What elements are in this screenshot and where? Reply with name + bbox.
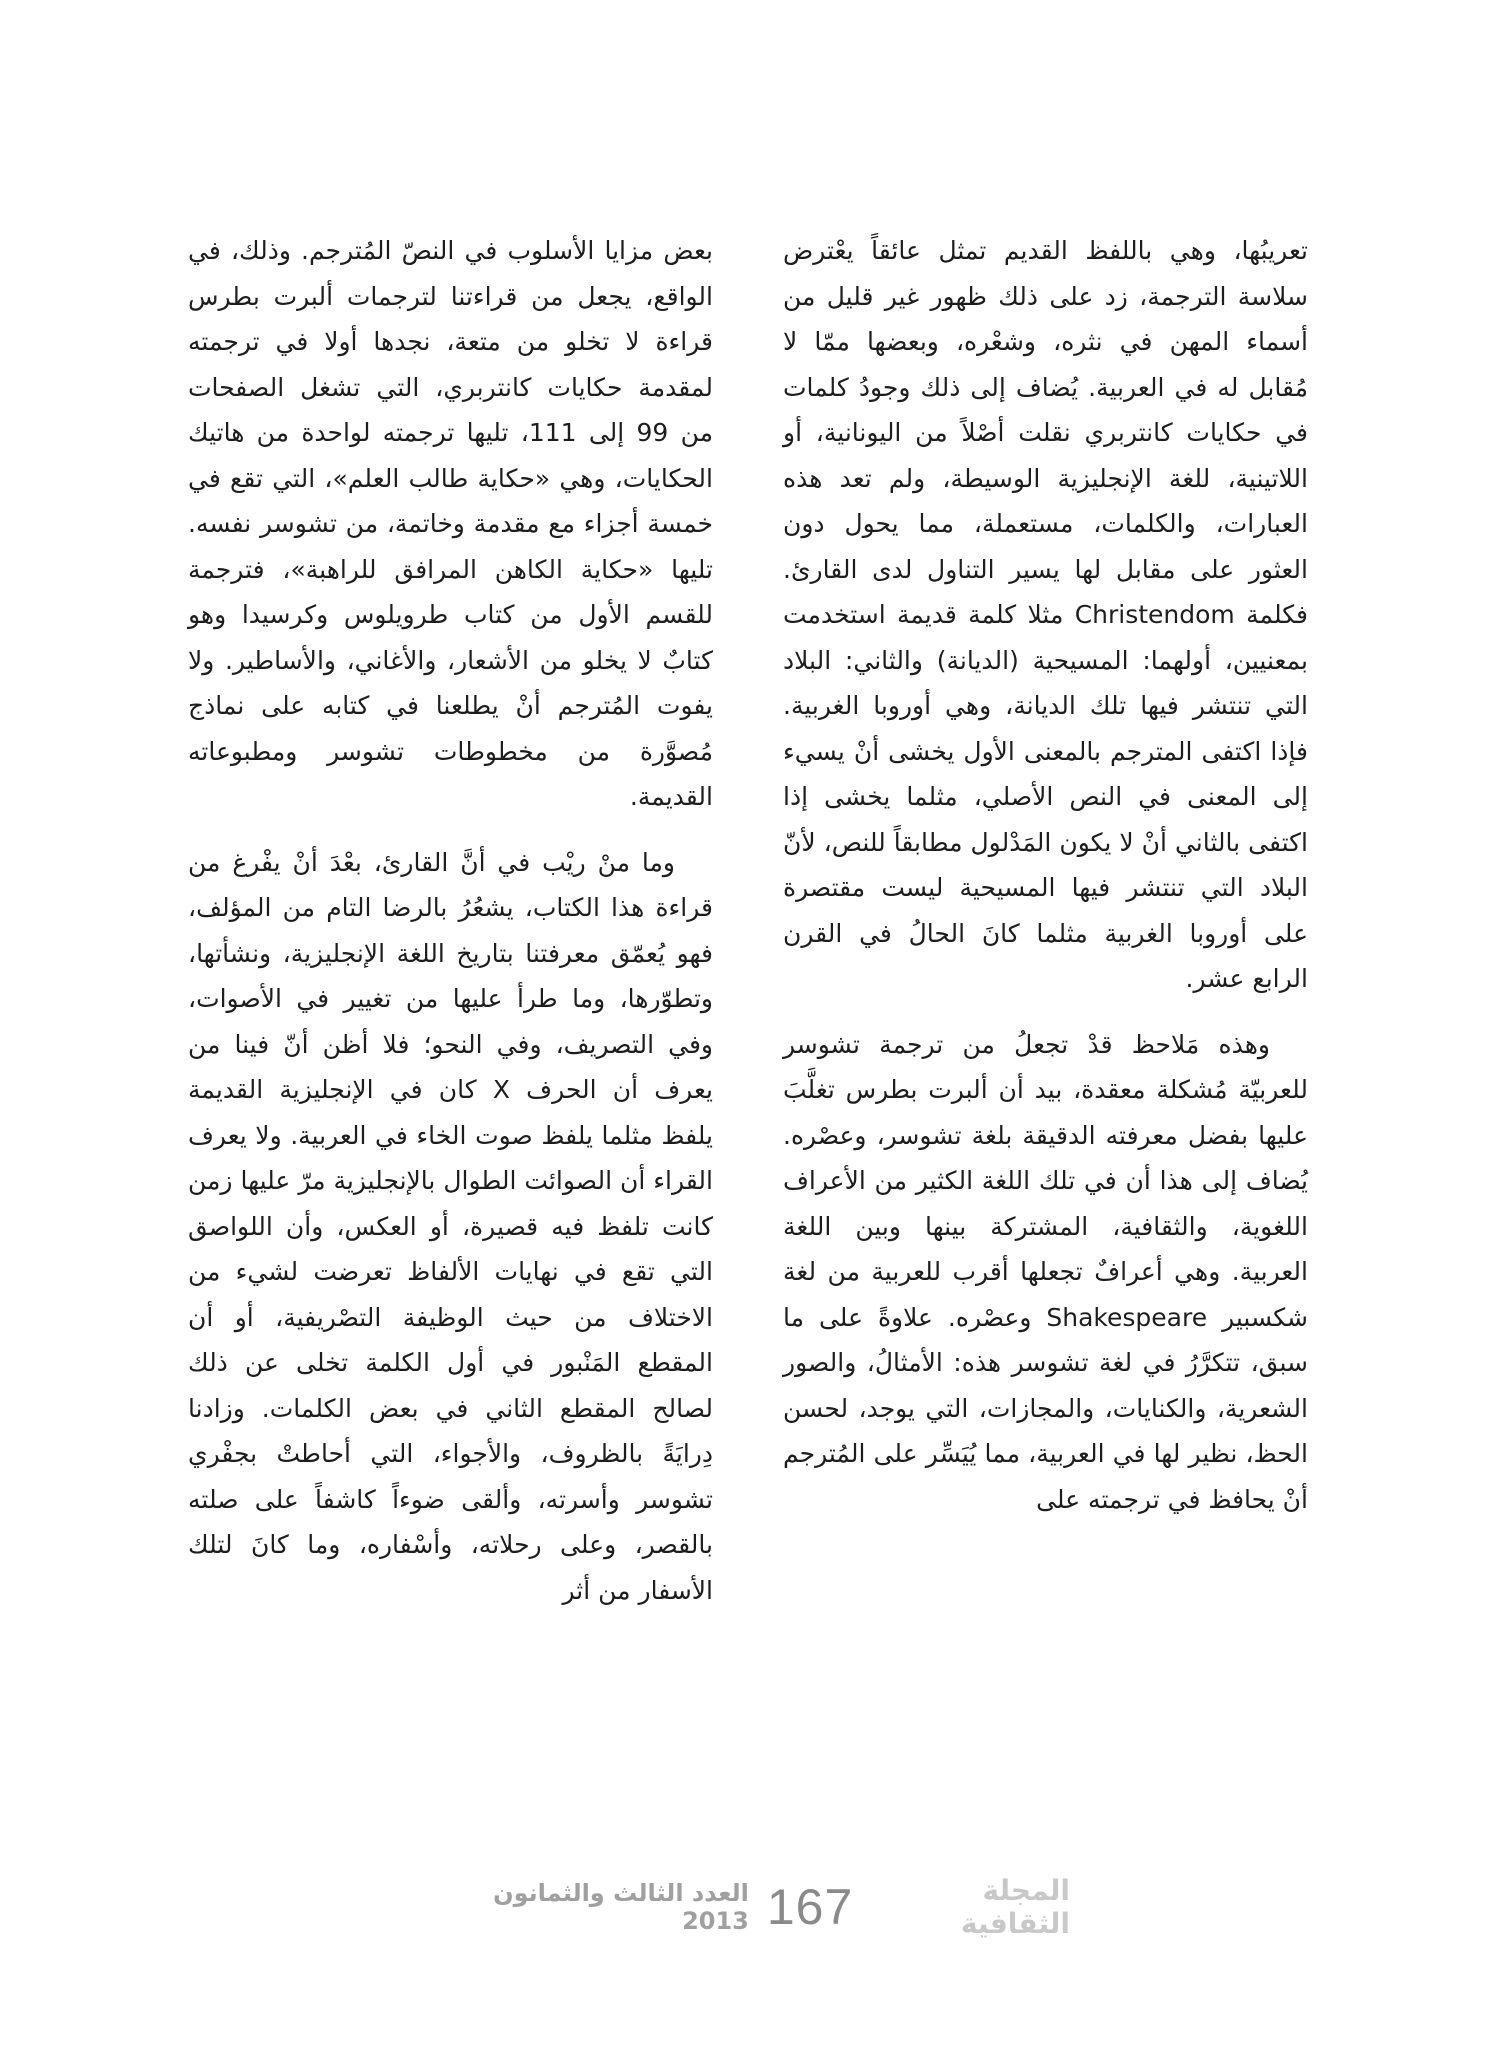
- text-column-left: [188, 228, 713, 1633]
- magazine-name: المجلة الثقافية: [961, 1874, 1070, 1940]
- paragraph: وهذه مَلاحظ قدْ تجعلُ من ترجمة تشوسر للعربيّة مُشكلة معقدة، بيد أن ألبرت بطرس تغلَّبَ عليها بفضل معرفته الدقيقة بلغة تشوسر، وعصْره. يُضاف إلى هذا أن في تلك اللغة الكثير من الأعراف اللغوية، والثقافية، المشتركة بينها وبين اللغة العربية. وهي أعرافٌ تجعلها أقرب للعربية من لغة شكسبير Shakespeare وعصْره. علاوةً على ما سبق، تتكرَّرُ في لغة تشوسر هذه: الأمثالُ، والصور الشعرية، والكنايات، والمجازات، التي يوجد، لحسن الحظ، نظير لها في العربية، مما يُيَسِّر على المُترجم أنْ يحافظ في ترجمته على: [783, 1029, 1309, 1514]
- paragraph: وما منْ ريْب في أنَّ القارئ، بعْدَ أنْ يفْرغ من قراءة هذا الكتاب، يشعُرُ بالرضا التام من المؤلف، فهو يُعمّق معرفتنا بتاريخ اللغة الإنجليزية، ونشأتها، وتطوّرها، وما طرأ عليها من تغيير في الأصوات، وفي التصريف، وفي النحو؛ فلا أظن أنّ فينا من يعرف أن الحرف X كان في الإنجليزية القديمة يلفظ مثلما يلفظ صوت الخاء في العربية. ولا يعرف القراء أن الصوائت الطوال بالإنجليزية مرّ عليها زمن كانت تلفظ فيه قصيرة، أو العكس، وأن اللواصق التي تقع في نهايات الألفاظ تعرضت لشيء من الاختلاف من حيث الوظيفة التصْريفية، أو أن المقطع المَنْبور في أول الكلمة تخلى عن ذلك لصالح المقطع الثاني في بعض الكلمات. وزادنا دِرايَةً بالظروف، والأجواء، التي أحاطتْ بجفْري تشوسر وأسرته، وألقى ضوءاً كاشفاً على صلته بالقصر، وعلى رحلاته، وأسْفاره، وما كانَ لتلك الأسفار من أثر: [188, 847, 713, 1605]
- paragraph: بعض مزايا الأسلوب في النصّ المُترجم. وذلك، في الواقع، يجعل من قراءتنا لترجمات ألبرت بطرس قراءة لا تخلو من متعة، نجدها أولا في ترجمته لمقدمة حكايات كانتربري، التي تشغل الصفحات من 99 إلى 111، تليها ترجمته لواحدة من هاتيك الحكايات، وهي «حكاية طالب العلم»، التي تقع في خمسة أجزاء مع مقدمة وخاتمة، من تشوسر نفسه. تليها «حكاية الكاهن المرافق للراهبة»، فترجمة للقسم الأول من كتاب طرويلوس وكرسيدا وهو كتابٌ لا يخلو من الأشعار، والأغاني، والأساطير. ولا يفوت المُترجم أنْ يطلعنا في كتابه على نماذج مُصوَّرة من مخطوطات تشوسر ومطبوعاته القديمة.: [188, 236, 714, 811]
- page-number: 167: [766, 1879, 854, 1935]
- paragraph: تعريبُها، وهي باللفظ القديم تمثل عائقاً يعْترض سلاسة الترجمة، زد على ذلك ظهور غير قليل من أسماء المهن في نثره، وشعْره، وبعضها ممّا لا مُقابل له في العربية. يُضاف إلى ذلك وجودُ كلمات في حكايات كانتربري نقلت أصْلاً من اليونانية، أو اللاتينية، للغة الإنجليزية الوسيطة، ولم تعد هذه العبارات، والكلمات، مستعملة، مما يحول دون العثور على مقابل لها يسير التناول لدى القارئ. فكلمة Christendom مثلا كلمة قديمة استخدمت بمعنيين، أولهما: المسيحية (الديانة) والثاني: البلاد التي تنتشر فيها تلك الديانة، وهي أوروبا الغربية. فإذا اكتفى المترجم بالمعنى الأول يخشى أنْ يسيء إلى المعنى في النص الأصلي، مثلما يخشى إذا اكتفى بالثاني أنْ لا يكون المَدْلول مطابقاً للنص، لأنّ البلاد التي تنتشر فيها المسيحية ليست مقتصرة على أوروبا الغربية مثلما كانَ الحالُ في القرن الرابع عشر.: [783, 236, 1309, 993]
- issue-label: العدد الثالث والثمانون 2013: [493, 1879, 749, 1935]
- text-column-right: [783, 228, 1308, 1542]
- page-footer: [430, 1874, 1070, 1940]
